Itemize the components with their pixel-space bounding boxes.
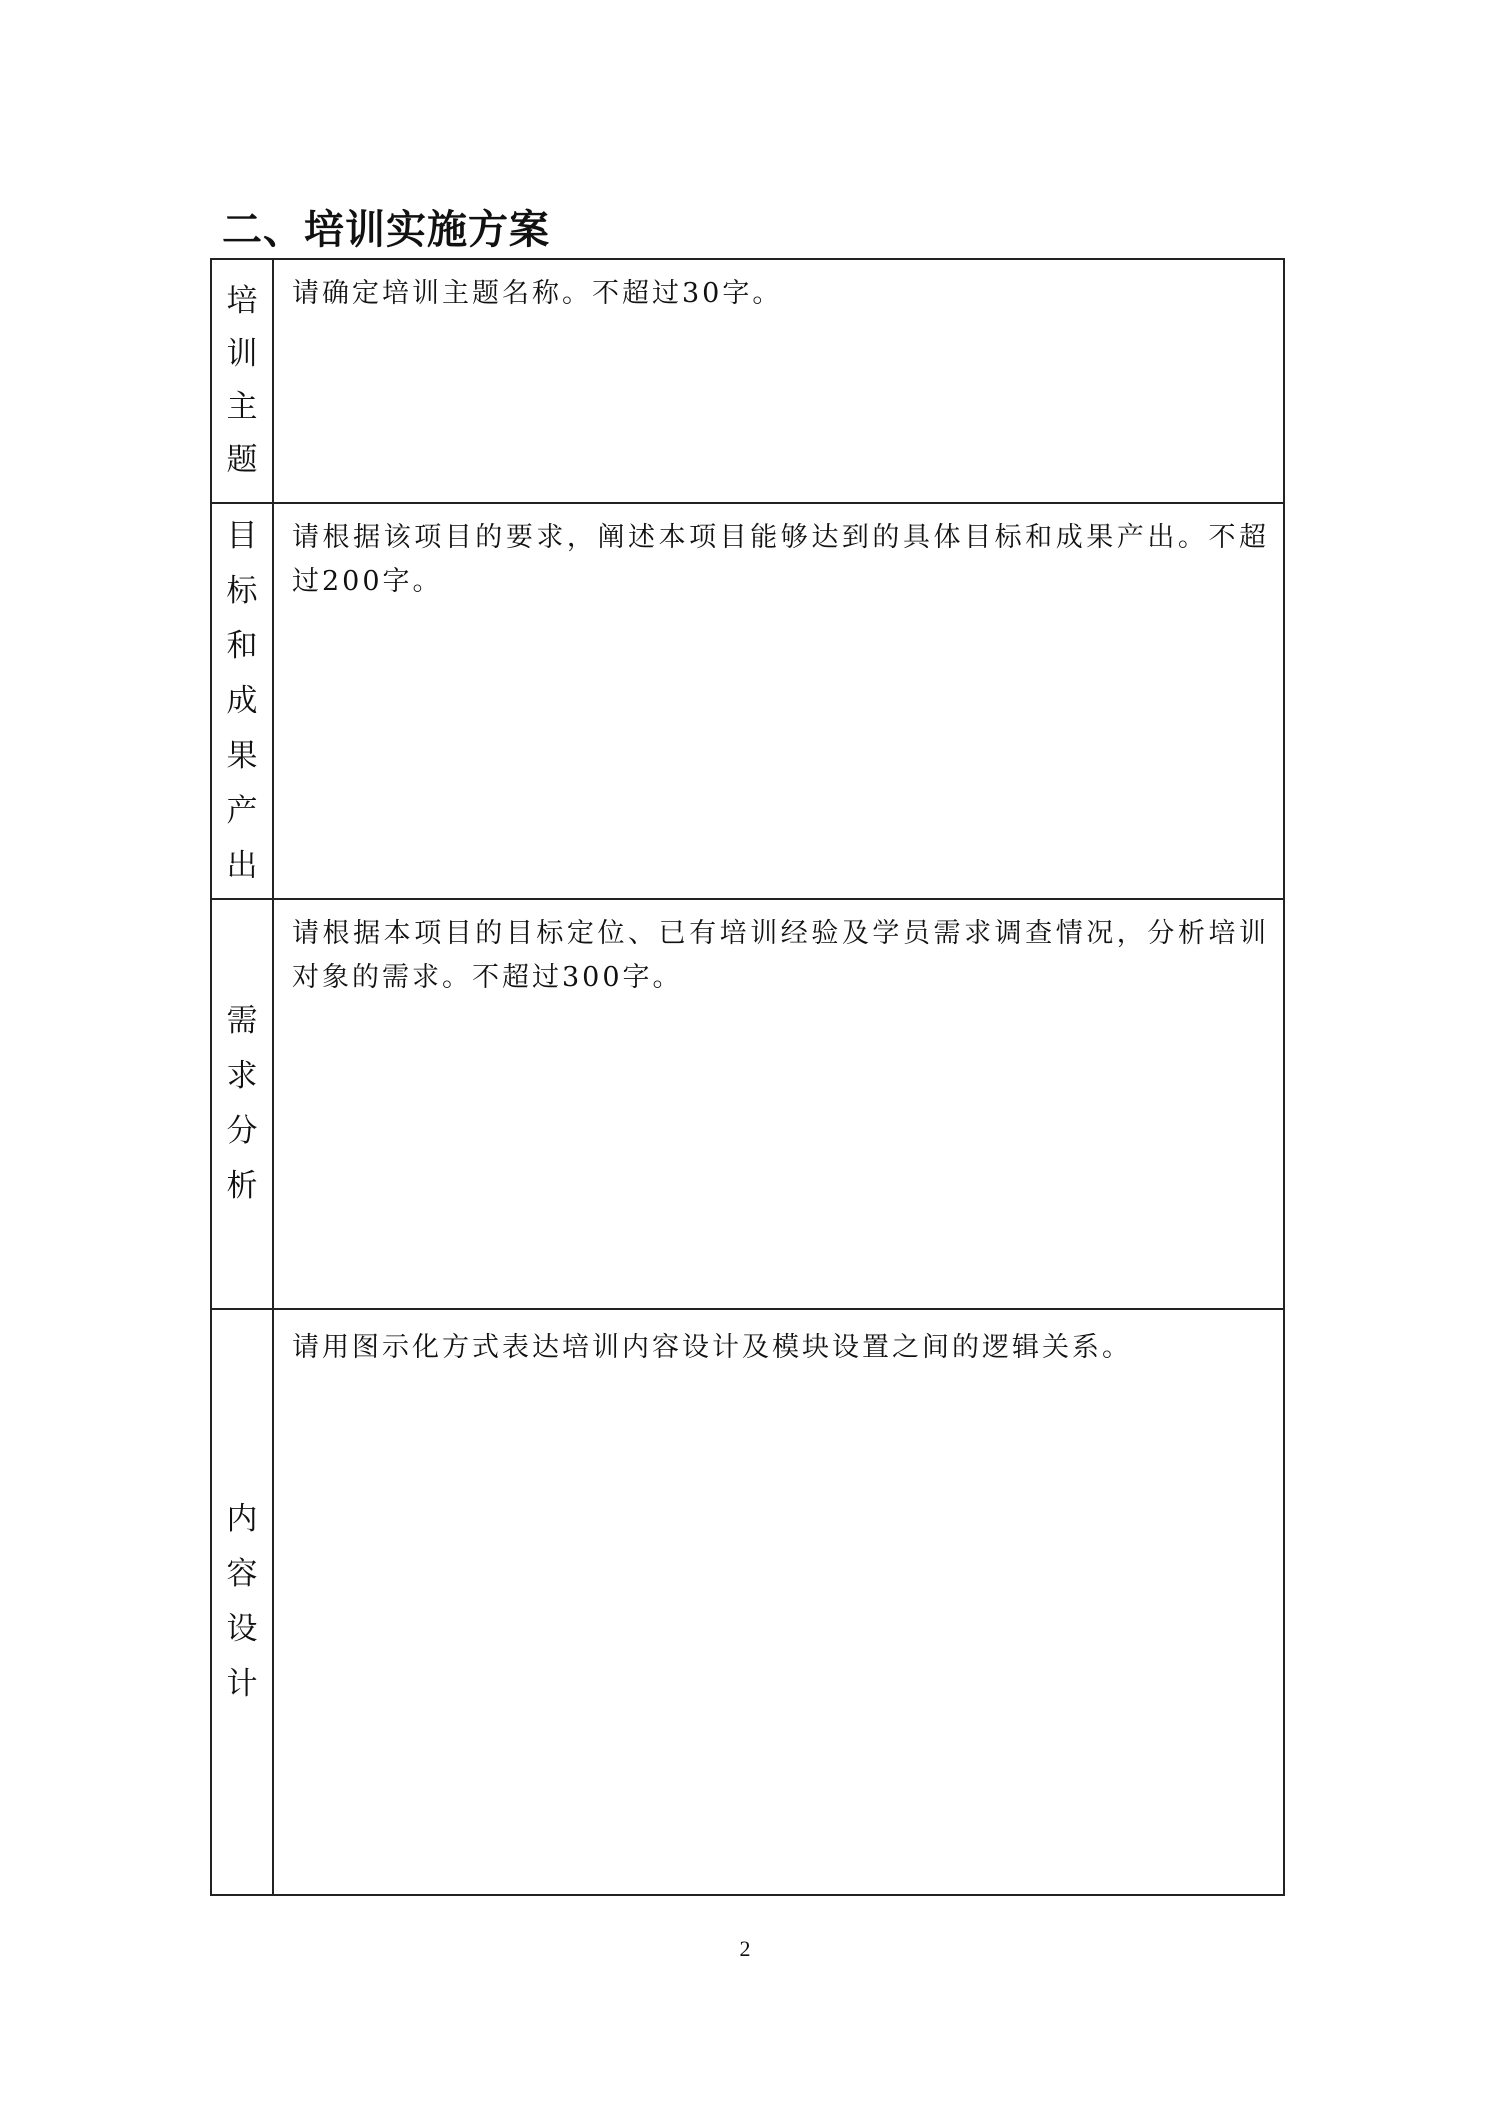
training-topic-instruction: 请确定培训主题名称。不超过30字。 (292, 278, 783, 309)
training-topic-field[interactable] (274, 260, 1283, 502)
label-char: 出 (226, 847, 258, 884)
label-char: 计 (226, 1666, 258, 1702)
goals-outcomes-instruction: 请根据该项目的要求，阐述本项目能够达到的具体目标和成果产出。不超过200字。 (292, 522, 1269, 597)
label-char: 析 (226, 1168, 258, 1204)
section-title: 二、培训实施方案 (222, 207, 550, 253)
label-char: 目 (226, 517, 258, 554)
training-plan-table (210, 258, 1285, 1896)
label-char: 需 (226, 1003, 258, 1039)
label-char: 成 (226, 682, 258, 719)
label-char: 题 (226, 442, 258, 478)
label-char: 标 (226, 572, 258, 609)
label-char: 培 (226, 283, 258, 319)
label-char: 和 (226, 627, 258, 664)
label-char: 产 (226, 792, 258, 829)
label-char: 内 (226, 1501, 258, 1537)
label-char: 主 (226, 389, 258, 425)
row-label-needs-analysis (212, 900, 274, 1308)
row-needs-analysis (212, 900, 1283, 1310)
content-design-field[interactable] (274, 1310, 1283, 1894)
needs-analysis-field[interactable] (274, 900, 1283, 1308)
content-design-instruction: 请用图示化方式表达培训内容设计及模块设置之间的逻辑关系。 (292, 1332, 1132, 1363)
row-label-content-design (212, 1310, 274, 1894)
label-char: 求 (226, 1058, 258, 1094)
goals-outcomes-field[interactable] (274, 504, 1283, 898)
label-char: 训 (226, 336, 258, 372)
label-char: 设 (226, 1611, 258, 1647)
row-training-topic (212, 260, 1283, 504)
row-label-goals-outcomes (212, 504, 274, 898)
row-goals-outcomes (212, 504, 1283, 900)
page-number: 2 (739, 1936, 751, 1961)
row-content-design (212, 1310, 1283, 1894)
label-char: 容 (226, 1556, 258, 1592)
label-char: 果 (226, 737, 258, 774)
label-char: 分 (226, 1113, 258, 1149)
needs-analysis-instruction: 请根据本项目的目标定位、已有培训经验及学员需求调查情况，分析培训对象的需求。不超过300字。 (292, 918, 1269, 993)
row-label-training-topic (212, 260, 274, 502)
